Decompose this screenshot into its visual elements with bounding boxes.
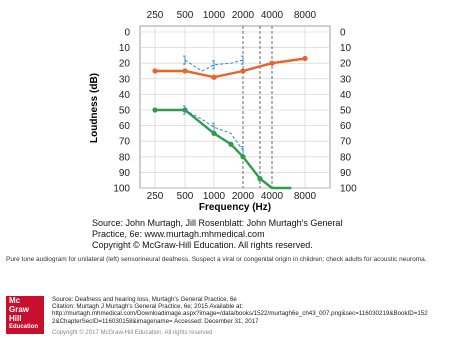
x-tick-label-top: 8000 [293, 10, 317, 21]
x-tick-label-top: 2000 [231, 10, 255, 21]
x-tick-label-top: 4000 [260, 10, 284, 21]
source-line-2: Practice, 6e: www.murtagh.mhmedical.com [92, 229, 265, 239]
citation-line-3: http://murtagh.mhmedical.com/Downloadimage.aspx?image=/data/books/1522/murtagh6e_ch43_007.png&sec=116030219&BookID=152 [52, 310, 428, 318]
source-line-3: Copyright © McGraw-Hill Education. All rights reserved. [92, 240, 313, 250]
series-point [302, 56, 307, 61]
x-tick-label-bottom: 500 [176, 191, 194, 202]
series-point [211, 75, 216, 80]
y-tick-label-left: 30 [118, 74, 130, 86]
x-tick-label-top: 250 [146, 10, 164, 21]
y-tick-label-right: 10 [340, 43, 352, 55]
series-point [152, 68, 157, 73]
y-tick-label-right: 80 [340, 152, 352, 164]
figure-caption: Pure tone audiogram for unilateral (left) sensorineural deafness. Suspect a viral or congenital origin in children; check adults for acoustic neuroma. [6, 256, 427, 263]
citation-line-2: Citation: Murtagh J Murtagh's General Practice, 6e; 2015 Available at: [52, 303, 243, 311]
y-tick-label-right: 60 [340, 121, 352, 133]
series-point [240, 68, 245, 73]
y-tick-label-right: 100 [340, 183, 357, 195]
y-tick-label-right: 70 [340, 136, 352, 148]
source-line-1: Source: John Murtagh, Jill Rosenblatt: John Murtagh's General [92, 218, 343, 228]
y-tick-label-right: 90 [340, 167, 352, 179]
series-point [257, 176, 262, 181]
x-tick-label-bottom: 1000 [202, 191, 226, 202]
y-tick-label-left: 80 [118, 152, 130, 164]
logo-line-3: Hill [9, 314, 22, 323]
y-tick-label-left: 50 [118, 105, 130, 117]
y-tick-label-left: 0 [124, 27, 130, 39]
logo-line-4: Education [9, 324, 39, 330]
logo-line-1: Mc [9, 296, 21, 305]
y-axis-label: Loudness (dB) [89, 73, 100, 143]
plot-area [140, 26, 330, 188]
series-point [228, 142, 233, 147]
logo-line-2: Graw [9, 305, 30, 314]
publisher-logo [6, 296, 44, 334]
y-tick-label-left: 100 [113, 183, 130, 195]
series-point [152, 107, 157, 112]
x-tick-label-bottom: 8000 [293, 191, 317, 202]
citation-block [52, 296, 446, 325]
source-credit [92, 218, 392, 251]
x-axis-label: Frequency (Hz) [198, 202, 272, 213]
y-tick-label-right: 20 [340, 58, 352, 70]
y-tick-label-left: 40 [118, 89, 130, 101]
citation-line-4: 2&ChapterSecID=116030158&imagename= Accessed: December 31, 2017 [52, 317, 259, 325]
y-tick-label-left: 70 [118, 136, 130, 148]
y-tick-label-left: 60 [118, 121, 130, 133]
series-point [269, 61, 274, 66]
y-tick-label-right: 40 [340, 89, 352, 101]
x-tick-label-bottom: 4000 [260, 191, 284, 202]
y-tick-label-right: 30 [340, 74, 352, 86]
series-point [182, 68, 187, 73]
y-tick-label-right: 0 [340, 27, 346, 39]
x-tick-label-top: 500 [176, 10, 194, 21]
y-tick-label-right: 50 [340, 105, 352, 117]
y-tick-label-left: 20 [118, 58, 130, 70]
citation-line-1: Source: Deafness and hearing loss, Murtagh's General Practice, 6e [52, 296, 237, 303]
y-tick-label-left: 10 [118, 43, 130, 55]
x-tick-label-top: 1000 [202, 10, 226, 21]
x-tick-label-bottom: 250 [146, 191, 164, 202]
copyright-text: Copyright © 2017 McGraw-Hill Education. All rights reserved [52, 330, 213, 336]
y-tick-label-left: 90 [118, 167, 130, 179]
x-tick-label-bottom: 2000 [231, 191, 255, 202]
